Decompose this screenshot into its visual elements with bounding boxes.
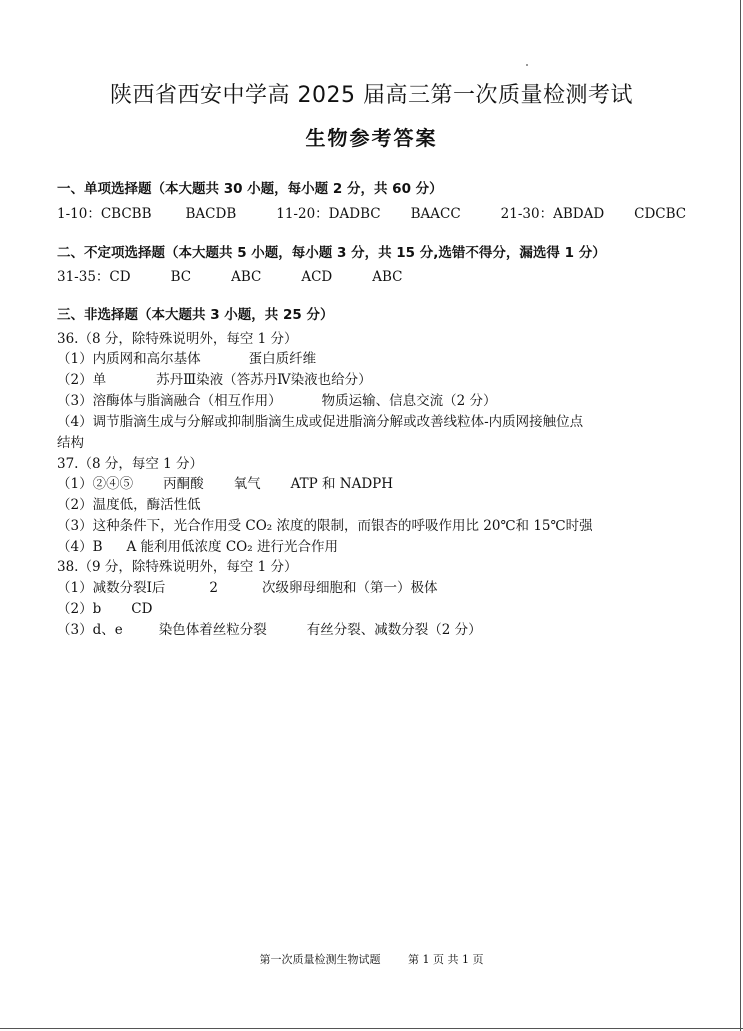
q37-1-answer-c: 氧气	[233, 476, 261, 492]
section2-heading: 二、不定项选择题（本大题共 5 小题，每小题 3 分，共 15 分,选错不得分，漏选得 1 分）	[57, 245, 606, 261]
footer-page-number: 第 1 页 共 1 页	[408, 953, 484, 966]
q36-line-4: （4）调节脂滴生成与分解或抑制脂滴生成或促进脂滴分解或改善线粒体-内质网接触位点	[57, 414, 584, 430]
q36-2-answer-a: （2）单	[57, 372, 107, 388]
q37-line-1	[57, 475, 393, 493]
q38-1-answer-b: 2	[209, 580, 219, 596]
q36-3-answer-b: 物质运输、信息交流（2 分）	[321, 393, 497, 409]
page-footer	[0, 951, 743, 967]
answer-group-1-10: 1-10：CBCBB	[57, 206, 152, 222]
q36-2-answer-b: 苏丹Ⅲ染液（答苏丹Ⅳ染液也给分）	[156, 372, 372, 388]
q38-title: 38.（9 分，除特殊说明外，每空 1 分）	[57, 559, 298, 575]
q36-3-answer-a: （3）溶酶体与脂滴融合（相互作用）	[57, 393, 282, 409]
q38-line-1	[57, 579, 438, 597]
q36-line-2	[57, 371, 372, 389]
answer-35: ABC	[372, 269, 403, 285]
page-edge-bottom	[0, 1028, 743, 1029]
footer-exam-name: 第一次质量检测生物试题	[259, 953, 381, 966]
q36-1-answer-a: （1）内质网和高尔基体	[57, 351, 201, 367]
scan-speck	[526, 64, 528, 66]
q37-line-4	[57, 538, 338, 556]
q36-line-5: 结构	[57, 435, 84, 451]
page-title: 陕西省西安中学高 2025 届高三第一次质量检测考试	[110, 83, 633, 108]
answer-group-1-10-second: BACDB	[185, 206, 237, 222]
page-subtitle: 生物参考答案	[305, 126, 438, 150]
q37-1-answer-d: ATP 和 NADPH	[290, 476, 394, 492]
q38-2-answer-a: （2）b	[57, 601, 102, 617]
q38-3-answer-a: （3）d、e	[57, 622, 123, 638]
q37-4-answer-b: A 能利用低浓度 CO₂ 进行光合作用	[126, 539, 338, 555]
q37-1-answer-a: （1）②④⑤	[57, 476, 134, 492]
answer-34: ACD	[301, 269, 333, 285]
answer-32: BC	[170, 269, 192, 285]
section2-answers	[57, 268, 403, 286]
q38-line-2	[57, 600, 152, 618]
q37-title: 37.（8 分，每空 1 分）	[57, 456, 204, 472]
answer-group-11-20-second: BAACC	[410, 206, 461, 222]
q38-line-3	[57, 621, 482, 639]
answer-group-11-20: 11-20：DADBC	[276, 206, 381, 222]
q37-line-3: （3）这种条件下，光合作用受 CO₂ 浓度的限制，而银杏的呼吸作用比 20℃和 15℃时强	[57, 518, 593, 534]
answer-31-35: 31-35：CD	[57, 269, 131, 285]
page-edge-right	[740, 0, 741, 1031]
q36-line-1	[57, 350, 316, 368]
q36-1-answer-b: 蛋白质纤维	[248, 351, 317, 367]
q37-line-2: （2）温度低，酶活性低	[57, 497, 201, 513]
q37-1-answer-b: 丙酮酸	[163, 476, 204, 492]
q37-4-answer-a: （4）B	[57, 539, 103, 555]
answer-group-21-30: 21-30：ABDAD	[500, 206, 605, 222]
section3-heading: 三、非选择题（本大题共 3 小题，共 25 分）	[57, 307, 334, 323]
q38-3-answer-c: 有丝分裂、减数分裂（2 分）	[306, 622, 482, 638]
q38-2-answer-b: CD	[131, 601, 153, 617]
q36-title: 36.（8 分，除特殊说明外，每空 1 分）	[57, 331, 298, 347]
q36-line-3	[57, 392, 496, 410]
answer-33: ABC	[231, 269, 262, 285]
section1-answers	[57, 205, 686, 223]
q38-1-answer-c: 次级卵母细胞和（第一）极体	[262, 580, 438, 596]
q38-1-answer-a: （1）减数分裂Ⅰ后	[57, 580, 166, 596]
section1-heading: 一、单项选择题（本大题共 30 小题，每小题 2 分，共 60 分）	[57, 181, 443, 197]
q38-3-answer-b: 染色体着丝粒分裂	[158, 622, 267, 638]
answer-group-21-30-second: CDCBC	[634, 206, 687, 222]
